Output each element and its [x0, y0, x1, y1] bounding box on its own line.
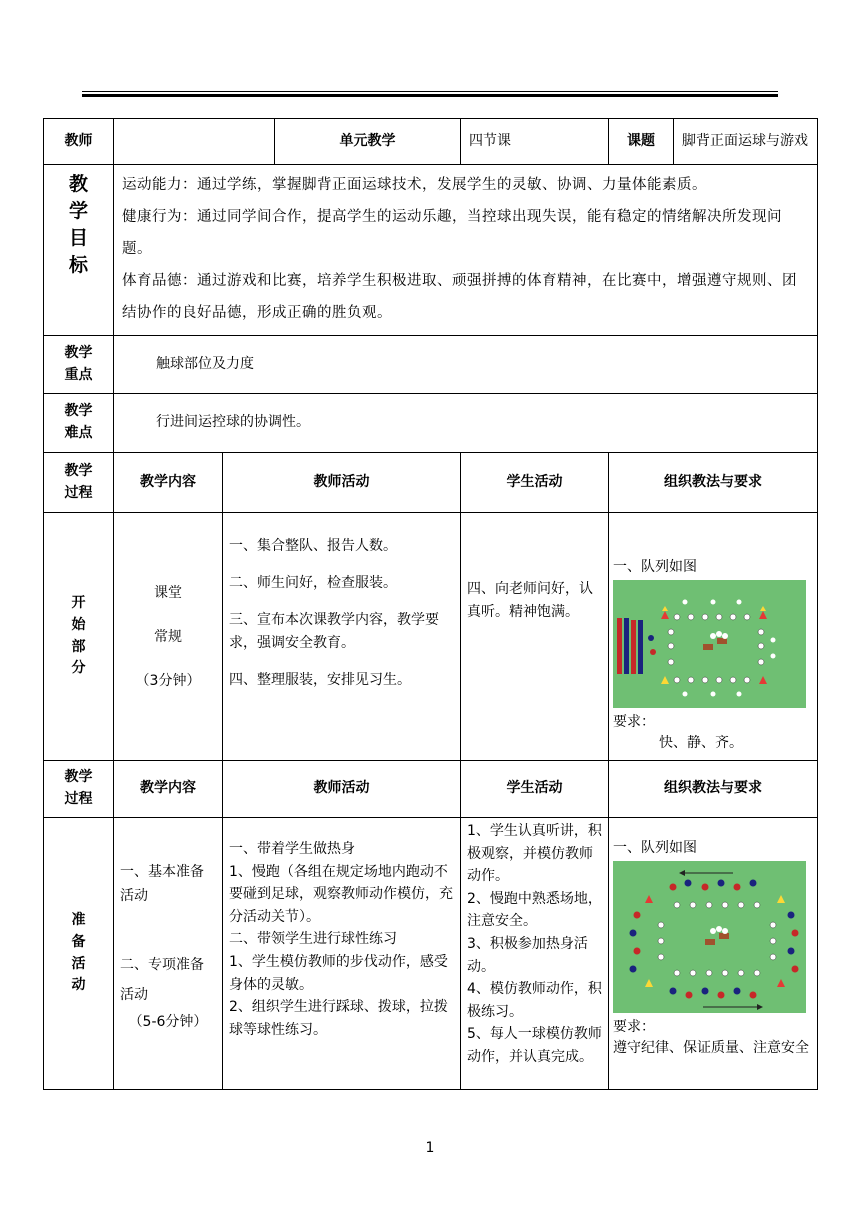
objective-morality: 体育品德：通过游戏和比赛，培养学生积极进取、顽强拼搏的体育精神，在比赛中，增强遵守规则、团结协作的良好品德，形成正确的胜负观。 — [122, 273, 797, 321]
difficulties-value: 行进间运控球的协调性。 — [114, 394, 818, 453]
unit-label: 单元教学 — [275, 119, 461, 165]
opening-label: 开 始 部 分 — [44, 513, 114, 761]
student-activity-header-2: 学生活动 — [461, 761, 609, 818]
organization-header-2: 组织教法与要求 — [609, 761, 818, 818]
prep-label: 准 备 活 动 — [44, 818, 114, 1090]
teacher-activity-header: 教师活动 — [223, 453, 461, 513]
prep-row — [44, 818, 818, 1090]
topic-value: 脚背正面运球与游戏 — [674, 119, 818, 165]
content-header: 教学内容 — [114, 453, 223, 513]
page-number: 1 — [425, 1140, 435, 1156]
key-points-value: 触球部位及力度 — [114, 336, 818, 394]
unit-value: 四节课 — [461, 119, 609, 165]
process-header-row-2 — [44, 761, 818, 818]
objectives-row — [44, 165, 818, 336]
content-header-2: 教学内容 — [114, 761, 223, 818]
opening-organization: 一、队列如图 要求： 快、静、齐。 — [609, 513, 818, 761]
key-points-label: 教学 重点 — [44, 336, 114, 394]
objective-motor: 运动能力：通过学练，掌握脚背正面运球技术，发展学生的灵敏、协调、力量体能素质。 — [122, 177, 707, 193]
organization-header: 组织教法与要求 — [609, 453, 818, 513]
teacher-label: 教师 — [44, 119, 114, 165]
formation-diagram-opening — [613, 580, 806, 708]
difficulties-label: 教学 难点 — [44, 394, 114, 453]
opening-student-activity: 四、向老师问好，认真听。精神饱满。 — [461, 513, 609, 761]
key-points-row — [44, 336, 818, 394]
objectives-label: 教 学 目 标 — [44, 165, 114, 336]
prep-teacher-activity: 一、带着学生做热身 1、慢跑（各组在规定场地内跑动不要碰到足球，观察教师动作模仿，充分活动关节）。 二、带领学生进行球性练习 1、学生模仿教师的步伐动作，感受身体的灵敏。 2、组织学生进行踩球、拨球，拉拨球等球性练习。 — [223, 818, 461, 1090]
opening-row — [44, 513, 818, 761]
header-row — [44, 119, 818, 165]
prep-content: 一、基本准备活动 二、专项准备活动 （5-6分钟） — [114, 818, 223, 1090]
header-rule-thin — [82, 91, 778, 92]
prep-organization: 一、队列如图 要求： 遵守纪律、保证质量、注意安全 — [609, 818, 818, 1090]
process-header-row-1 — [44, 453, 818, 513]
teacher-value — [114, 119, 275, 165]
header-rule-thick — [82, 94, 778, 97]
opening-content: 课堂 常规 （3分钟） — [114, 513, 223, 761]
formation-diagram-prep — [613, 861, 806, 1013]
lesson-plan-table — [43, 118, 818, 1090]
objectives-text — [114, 165, 818, 336]
objective-health: 健康行为：通过同学间合作，提高学生的运动乐趣，当控球出现失误，能有稳定的情绪解决所发现问题。 — [122, 209, 782, 257]
prep-student-activity: 1、学生认真听讲，积极观察，并模仿教师动作。 2、慢跑中熟悉场地，注意安全。 3、积极参加热身活动。 4、模仿教师动作，积极练习。 5、每人一球模仿教师动作，并认真完成。 — [461, 818, 609, 1090]
topic-label: 课题 — [609, 119, 674, 165]
process-label-2: 教学 过程 — [44, 761, 114, 818]
student-activity-header: 学生活动 — [461, 453, 609, 513]
process-label: 教学 过程 — [44, 453, 114, 513]
opening-teacher-activity: 一、集合整队、报告人数。 二、师生问好，检查服装。 三、宣布本次课教学内容，教学要求，强调安全教育。 四、整理服装，安排见习生。 — [223, 513, 461, 761]
difficulties-row — [44, 394, 818, 453]
teacher-activity-header-2: 教师活动 — [223, 761, 461, 818]
